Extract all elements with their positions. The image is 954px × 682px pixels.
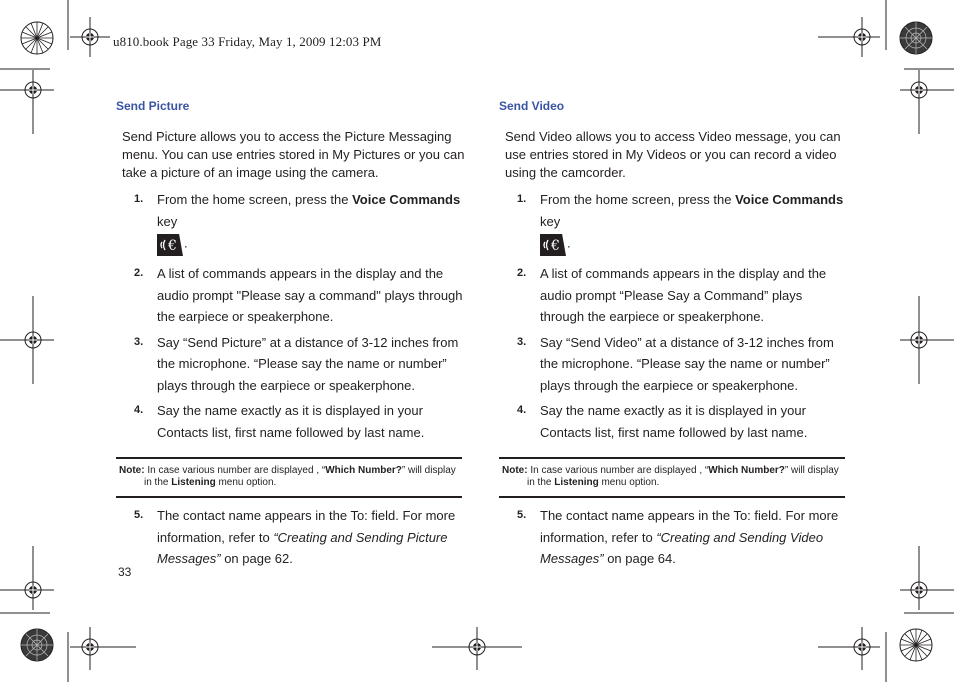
step-text: The contact name appears in the To: field. For more information, refer to (540, 508, 839, 545)
note-text: ” will display (784, 465, 839, 476)
note-label: Note: (502, 465, 528, 476)
step-5 (499, 505, 849, 570)
intro-paragraph: Send Video allows you to access Video message, you can use entries stored in My Videos or you can record a video using the camcorder. (505, 129, 841, 180)
note-text: ” will display (401, 465, 456, 476)
note-box (116, 457, 462, 498)
step-number: 3. (134, 335, 144, 348)
step-text: A list of commands appears in the display and the audio prompt “Please Say a Command” plays through the earpiece or speakerphone. (540, 266, 827, 324)
step-4 (116, 400, 466, 443)
step-2 (116, 263, 466, 328)
note-bold: Listening (171, 477, 216, 488)
note-bold: Which Number? (325, 465, 402, 476)
note-bold: Listening (554, 477, 599, 488)
step-1 (116, 189, 466, 256)
step-number: 3. (517, 335, 527, 348)
intro-paragraph: Send Picture allows you to access the Picture Messaging menu. You can use entries stored in My Pictures or you can take a picture of an image using the camera. (122, 129, 465, 180)
send-video-section (499, 97, 849, 570)
step-text: on page 64. (603, 551, 676, 566)
step-text: Say the name exactly as it is displayed in your Contacts list, first name followed by last name. (157, 403, 425, 440)
note-box (499, 457, 845, 498)
voice-commands-label: Voice Commands (735, 192, 844, 207)
step-text: From the home screen, press the (157, 192, 353, 207)
step-text: The contact name appears in the To: field. For more information, refer to (157, 508, 456, 545)
svg-text:€: € (168, 238, 177, 254)
print-slug: u810.book Page 33 Friday, May 1, 2009 12:03 PM (113, 34, 382, 49)
note-text: menu option. (215, 477, 277, 488)
note-text: In case various number are displayed , “ (144, 465, 326, 476)
page-number: 33 (118, 565, 132, 579)
section-title: Send Video (499, 99, 565, 113)
step-text: Say “Send Picture” at a distance of 3-12 inches from the microphone. “Please say the name or number” plays through the earpiece or speakerphone. (157, 334, 459, 393)
note-text: menu option. (598, 477, 660, 488)
section-title: Send Picture (116, 99, 190, 113)
step-number: 5. (517, 509, 527, 521)
cross-reference-link[interactable]: “Creating and Sending Picture Messages” (157, 529, 448, 566)
step-5 (116, 505, 466, 570)
note-text: In case various number are displayed , “ (527, 465, 709, 476)
step-text: key (540, 213, 561, 229)
step-text: key (157, 213, 178, 229)
step-text: Say “Send Video” at a distance of 3-12 inches from the microphone. “Please say the name or number” plays through the earpiece or speakerphone. (540, 334, 834, 393)
voice-commands-label: Voice Commands (352, 192, 461, 207)
cross-reference-link[interactable]: “Creating and Sending Video Messages” (540, 529, 824, 566)
step-text: A list of commands appears in the display and the audio prompt "Please say a command" plays through the earpiece or speakerphone. (157, 266, 463, 324)
step-text: From the home screen, press the (540, 192, 736, 207)
step-1 (499, 189, 849, 256)
note-bold: Which Number? (708, 465, 785, 476)
step-2 (499, 263, 849, 328)
step-3 (499, 332, 849, 397)
note-text: in the (144, 477, 172, 488)
step-number: 4. (517, 404, 527, 416)
step-text: on page 62. (220, 551, 293, 566)
step-number: 4. (134, 404, 144, 416)
step-number: 1. (517, 193, 527, 205)
note-label: Note: (119, 465, 145, 476)
step-text: Say the name exactly as it is displayed in your Contacts list, first name followed by last name. (540, 403, 808, 440)
step-number: 2. (517, 267, 527, 279)
svg-text:€: € (551, 238, 560, 254)
period: . (184, 235, 188, 251)
step-4 (499, 400, 849, 443)
step-number: 5. (134, 509, 144, 521)
voice-commands-key-icon (540, 234, 566, 256)
period: . (567, 235, 571, 251)
step-number: 1. (134, 193, 144, 205)
send-picture-section (116, 97, 466, 570)
step-number: 2. (134, 267, 144, 279)
step-3 (116, 332, 466, 397)
note-text: in the (527, 477, 555, 488)
voice-commands-key-icon (157, 234, 183, 256)
